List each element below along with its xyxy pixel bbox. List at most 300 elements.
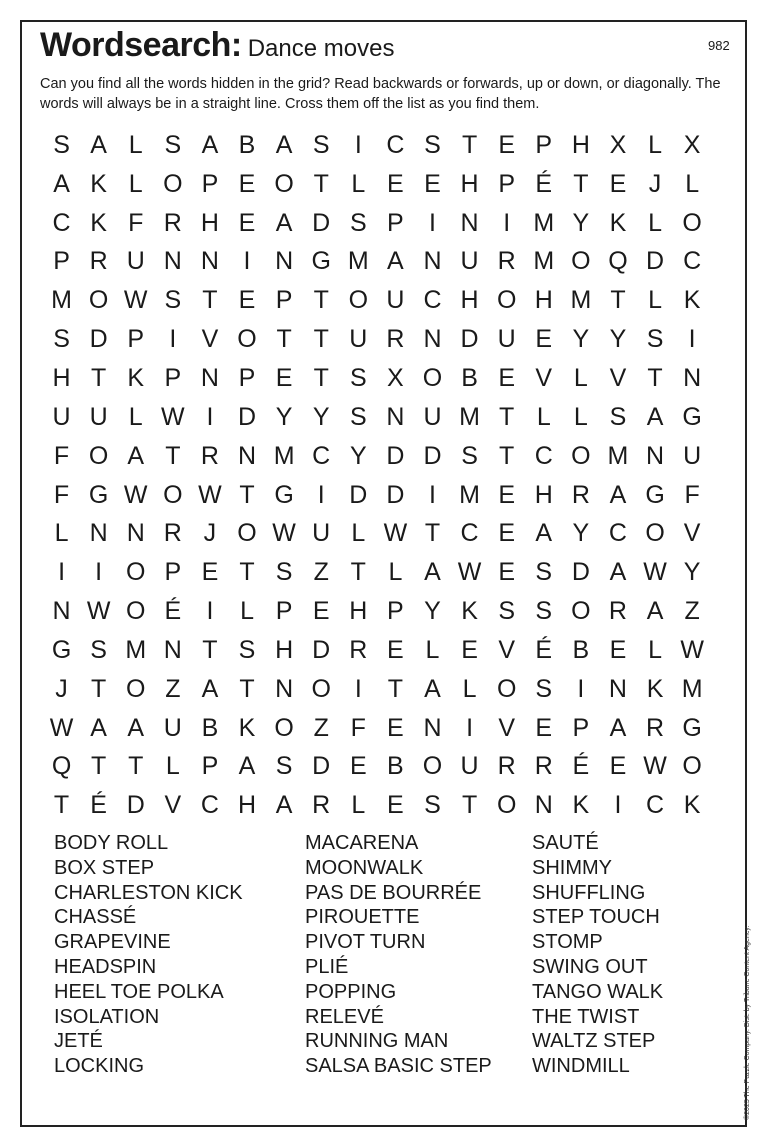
grid-cell[interactable]: R xyxy=(646,713,665,742)
word-list-item[interactable]: MACARENA xyxy=(305,832,419,854)
grid-cell[interactable]: D xyxy=(237,402,257,431)
grid-cell[interactable]: G xyxy=(645,480,665,509)
grid-cell[interactable]: M xyxy=(533,208,555,237)
grid-cell[interactable]: I xyxy=(577,674,585,703)
grid-cell[interactable]: R xyxy=(608,597,627,626)
grid-cell[interactable]: P xyxy=(535,130,553,159)
grid-cell[interactable]: V xyxy=(498,713,516,742)
grid-cell[interactable]: L xyxy=(128,169,143,198)
grid-cell[interactable]: Z xyxy=(165,674,181,703)
grid-cell[interactable]: D xyxy=(386,480,405,509)
grid-cell[interactable]: W xyxy=(643,558,667,587)
grid-cell[interactable]: S xyxy=(609,402,627,431)
grid-cell[interactable]: Y xyxy=(609,325,627,354)
grid-cell[interactable]: N xyxy=(275,674,294,703)
grid-cell[interactable]: L xyxy=(648,130,662,159)
grid-cell[interactable]: S xyxy=(275,752,293,781)
grid-cell[interactable]: T xyxy=(91,674,107,703)
grid-cell[interactable]: N xyxy=(423,247,442,276)
grid-cell[interactable]: S xyxy=(646,325,664,354)
grid-cell[interactable]: H xyxy=(200,208,219,237)
grid-cell[interactable]: E xyxy=(312,597,330,626)
grid-cell[interactable]: E xyxy=(498,519,516,548)
grid-cell[interactable]: U xyxy=(386,286,405,315)
grid-cell[interactable]: R xyxy=(89,247,108,276)
grid-cell[interactable]: R xyxy=(312,791,331,820)
grid-cell[interactable]: I xyxy=(95,558,103,587)
grid-cell[interactable]: D xyxy=(89,325,108,354)
grid-cell[interactable]: D xyxy=(571,558,590,587)
grid-cell[interactable]: O xyxy=(682,208,702,237)
word-list-item[interactable]: JETÉ xyxy=(54,1030,103,1053)
grid-cell[interactable]: L xyxy=(351,791,366,820)
grid-cell[interactable]: H xyxy=(460,169,479,198)
grid-cell[interactable]: A xyxy=(535,519,553,548)
grid-cell[interactable]: E xyxy=(275,363,293,392)
grid-cell[interactable]: N xyxy=(163,247,182,276)
grid-cell[interactable]: E xyxy=(498,363,516,392)
grid-cell[interactable]: O xyxy=(422,363,443,392)
grid-cell[interactable]: O xyxy=(163,480,183,509)
grid-cell[interactable]: O xyxy=(571,247,591,276)
word-list-item[interactable]: POPPING xyxy=(305,980,397,1003)
grid-cell[interactable]: L xyxy=(128,130,143,159)
grid-cell[interactable]: S xyxy=(164,130,182,159)
grid-cell[interactable]: E xyxy=(424,169,441,198)
grid-cell[interactable]: N xyxy=(163,635,182,664)
word-list-item[interactable]: SAUTÉ xyxy=(532,832,599,854)
grid-cell[interactable]: D xyxy=(312,208,331,237)
grid-cell[interactable]: C xyxy=(52,208,71,237)
grid-cell[interactable]: K xyxy=(127,363,145,392)
grid-cell[interactable]: E xyxy=(498,480,516,509)
grid-cell[interactable]: T xyxy=(610,286,626,315)
grid-cell[interactable]: I xyxy=(503,208,511,237)
grid-cell[interactable]: N xyxy=(460,208,479,237)
grid-cell[interactable]: B xyxy=(572,635,590,664)
word-list-item[interactable]: THE TWIST xyxy=(532,1005,640,1028)
grid-cell[interactable]: I xyxy=(466,713,474,742)
word-list-item[interactable]: CHASSÉ xyxy=(54,906,137,929)
grid-cell[interactable]: N xyxy=(52,597,71,626)
grid-cell[interactable]: A xyxy=(387,247,404,276)
grid-cell[interactable]: W xyxy=(643,752,667,781)
grid-cell[interactable]: I xyxy=(317,480,325,509)
grid-cell[interactable]: Z xyxy=(313,558,329,587)
grid-cell[interactable]: H xyxy=(460,286,479,315)
grid-cell[interactable]: W xyxy=(123,480,148,509)
word-list-item[interactable]: ISOLATION xyxy=(54,1005,160,1028)
grid-cell[interactable]: O xyxy=(496,286,517,315)
grid-cell[interactable]: G xyxy=(682,713,702,742)
word-list-item[interactable]: PAS DE BOURRÉE xyxy=(305,881,482,904)
grid-cell[interactable]: C xyxy=(423,286,442,315)
grid-cell[interactable]: K xyxy=(572,791,590,820)
grid-cell[interactable]: N xyxy=(423,713,442,742)
grid-cell[interactable]: S xyxy=(349,208,367,237)
grid-cell[interactable]: L xyxy=(648,208,662,237)
grid-cell[interactable]: Y xyxy=(349,441,367,470)
grid-cell[interactable]: J xyxy=(55,674,68,703)
grid-cell[interactable]: A xyxy=(646,402,664,431)
grid-cell[interactable]: S xyxy=(275,558,293,587)
grid-cell[interactable]: E xyxy=(238,208,256,237)
grid-cell[interactable]: É xyxy=(535,635,553,664)
grid-cell[interactable]: W xyxy=(383,519,408,548)
grid-cell[interactable]: T xyxy=(387,674,404,703)
grid-cell[interactable]: U xyxy=(126,247,145,276)
grid-cell[interactable]: T xyxy=(313,363,329,392)
grid-cell[interactable]: F xyxy=(53,480,70,509)
grid-cell[interactable]: O xyxy=(496,674,517,703)
grid-cell[interactable]: E xyxy=(387,791,404,820)
grid-cell[interactable]: C xyxy=(683,247,702,276)
grid-cell[interactable]: H xyxy=(534,480,553,509)
grid-cell[interactable]: K xyxy=(238,713,256,742)
grid-cell[interactable]: E xyxy=(498,130,516,159)
grid-cell[interactable]: G xyxy=(51,635,72,664)
grid-cell[interactable]: R xyxy=(534,752,553,781)
grid-cell[interactable]: H xyxy=(52,363,71,392)
grid-cell[interactable]: S xyxy=(90,635,107,664)
word-list-item[interactable]: PLIÉ xyxy=(305,955,349,978)
grid-cell[interactable]: G xyxy=(274,480,294,509)
grid-cell[interactable]: Y xyxy=(312,402,330,431)
grid-cell[interactable]: T xyxy=(128,752,144,781)
grid-cell[interactable]: H xyxy=(275,635,294,664)
grid-cell[interactable]: M xyxy=(459,402,480,431)
grid-cell[interactable]: I xyxy=(354,130,362,159)
grid-cell[interactable]: T xyxy=(313,169,329,198)
grid-cell[interactable]: V xyxy=(201,325,219,354)
grid-cell[interactable]: A xyxy=(609,480,627,509)
grid-cell[interactable]: M xyxy=(125,635,147,664)
grid-cell[interactable]: L xyxy=(536,402,551,431)
grid-cell[interactable]: I xyxy=(206,597,214,626)
grid-cell[interactable]: L xyxy=(685,169,700,198)
grid-cell[interactable]: A xyxy=(127,441,145,470)
grid-cell[interactable]: T xyxy=(276,325,292,354)
grid-cell[interactable]: B xyxy=(238,130,256,159)
grid-cell[interactable]: P xyxy=(53,247,70,276)
grid-cell[interactable]: A xyxy=(127,713,145,742)
grid-cell[interactable]: X xyxy=(387,363,404,392)
grid-cell[interactable]: I xyxy=(429,208,436,237)
grid-cell[interactable]: J xyxy=(203,519,217,548)
grid-cell[interactable]: E xyxy=(349,752,367,781)
grid-cell[interactable]: T xyxy=(239,480,255,509)
word-list-item[interactable]: GRAPEVINE xyxy=(54,931,171,954)
grid-cell[interactable]: S xyxy=(461,441,478,470)
grid-cell[interactable]: E xyxy=(387,713,404,742)
grid-cell[interactable]: L xyxy=(240,597,254,626)
grid-cell[interactable]: T xyxy=(313,325,329,354)
grid-cell[interactable]: L xyxy=(128,402,143,431)
grid-cell[interactable]: A xyxy=(609,558,627,587)
grid-cell[interactable]: I xyxy=(58,558,66,587)
word-list-item[interactable]: MOONWALK xyxy=(305,856,424,879)
word-list-item[interactable]: HEADSPIN xyxy=(54,955,157,978)
grid-cell[interactable]: É xyxy=(535,169,553,198)
grid-cell[interactable]: I xyxy=(614,791,622,820)
word-list-item[interactable]: SWING OUT xyxy=(532,955,648,978)
grid-cell[interactable]: X xyxy=(609,130,627,159)
grid-cell[interactable]: D xyxy=(460,325,479,354)
grid-cell[interactable]: Y xyxy=(572,519,590,548)
grid-cell[interactable]: N xyxy=(200,363,219,392)
grid-cell[interactable]: P xyxy=(201,752,219,781)
letter-grid[interactable] xyxy=(43,126,711,825)
grid-cell[interactable]: A xyxy=(646,597,664,626)
grid-cell[interactable]: I xyxy=(354,674,362,703)
grid-cell[interactable]: V xyxy=(683,519,701,548)
grid-cell[interactable]: I xyxy=(688,325,696,354)
grid-cell[interactable]: A xyxy=(201,674,219,703)
word-list-item[interactable]: WINDMILL xyxy=(532,1055,630,1078)
grid-cell[interactable]: O xyxy=(274,169,294,198)
grid-cell[interactable]: M xyxy=(607,441,629,470)
grid-cell[interactable]: S xyxy=(349,363,367,392)
grid-cell[interactable]: N xyxy=(237,441,257,470)
grid-cell[interactable]: Q xyxy=(608,247,628,276)
grid-cell[interactable]: E xyxy=(387,635,404,664)
grid-cell[interactable]: E xyxy=(535,325,553,354)
grid-cell[interactable]: P xyxy=(275,597,293,626)
grid-cell[interactable]: N xyxy=(608,674,627,703)
grid-cell[interactable]: T xyxy=(202,286,218,315)
grid-cell[interactable]: A xyxy=(424,558,441,587)
grid-cell[interactable]: O xyxy=(274,713,294,742)
grid-cell[interactable]: F xyxy=(684,480,700,509)
grid-cell[interactable]: N xyxy=(275,247,294,276)
grid-cell[interactable]: H xyxy=(349,597,368,626)
grid-cell[interactable]: L xyxy=(648,635,662,664)
grid-cell[interactable]: P xyxy=(127,325,145,354)
grid-cell[interactable]: U xyxy=(52,402,71,431)
grid-cell[interactable]: L xyxy=(573,402,588,431)
grid-cell[interactable]: O xyxy=(237,325,257,354)
grid-cell[interactable]: T xyxy=(53,791,70,820)
grid-cell[interactable]: R xyxy=(200,441,219,470)
grid-cell[interactable]: B xyxy=(461,363,478,392)
grid-cell[interactable]: N xyxy=(646,441,665,470)
grid-cell[interactable]: P xyxy=(572,713,590,742)
word-list-item[interactable]: HEEL TOE POLKA xyxy=(54,980,224,1003)
grid-cell[interactable]: O xyxy=(645,519,665,548)
grid-cell[interactable]: O xyxy=(496,791,517,820)
word-list-item[interactable]: WALTZ STEP xyxy=(532,1030,656,1053)
grid-cell[interactable]: R xyxy=(571,480,590,509)
grid-cell[interactable]: S xyxy=(424,130,441,159)
word-list-item[interactable]: RELEVÉ xyxy=(305,1005,384,1028)
grid-cell[interactable]: X xyxy=(683,130,701,159)
word-list-item[interactable]: SALSA BASIC STEP xyxy=(305,1055,492,1078)
grid-cell[interactable]: K xyxy=(90,169,107,198)
grid-cell[interactable]: N xyxy=(126,519,145,548)
grid-cell[interactable]: D xyxy=(126,791,145,820)
grid-cell[interactable]: É xyxy=(90,791,107,820)
grid-cell[interactable]: U xyxy=(683,441,702,470)
grid-cell[interactable]: E xyxy=(461,635,478,664)
grid-cell[interactable]: M xyxy=(347,247,369,276)
word-list-item[interactable]: CHARLESTON KICK xyxy=(54,881,243,904)
grid-cell[interactable]: Z xyxy=(313,713,329,742)
grid-cell[interactable]: N xyxy=(200,247,219,276)
grid-cell[interactable]: Y xyxy=(683,558,701,587)
grid-cell[interactable]: N xyxy=(386,402,405,431)
grid-cell[interactable]: U xyxy=(460,752,479,781)
grid-cell[interactable]: O xyxy=(571,597,591,626)
grid-cell[interactable]: U xyxy=(423,402,442,431)
grid-cell[interactable]: U xyxy=(163,713,182,742)
grid-cell[interactable]: N xyxy=(534,791,553,820)
grid-cell[interactable]: W xyxy=(86,597,111,626)
grid-cell[interactable]: T xyxy=(91,363,107,392)
grid-cell[interactable]: D xyxy=(312,635,331,664)
grid-cell[interactable]: E xyxy=(609,635,627,664)
word-list-item[interactable]: PIROUETTE xyxy=(305,906,420,929)
grid-cell[interactable]: U xyxy=(312,519,331,548)
grid-cell[interactable]: H xyxy=(237,791,257,820)
grid-cell[interactable]: T xyxy=(313,286,329,315)
grid-cell[interactable]: K xyxy=(683,791,701,820)
grid-cell[interactable]: A xyxy=(424,674,441,703)
grid-cell[interactable]: P xyxy=(387,208,404,237)
grid-cell[interactable]: K xyxy=(683,286,701,315)
grid-cell[interactable]: D xyxy=(646,247,665,276)
grid-cell[interactable]: T xyxy=(424,519,441,548)
grid-cell[interactable]: O xyxy=(682,752,702,781)
grid-cell[interactable]: O xyxy=(163,169,183,198)
grid-cell[interactable]: U xyxy=(89,402,108,431)
grid-cell[interactable]: A xyxy=(275,130,293,159)
grid-cell[interactable]: V xyxy=(609,363,627,392)
grid-cell[interactable]: R xyxy=(163,208,182,237)
grid-cell[interactable]: Y xyxy=(424,597,441,626)
grid-cell[interactable]: W xyxy=(680,635,704,664)
grid-cell[interactable]: W xyxy=(49,713,74,742)
grid-cell[interactable]: D xyxy=(312,752,331,781)
grid-cell[interactable]: S xyxy=(498,597,516,626)
grid-cell[interactable]: K xyxy=(461,597,478,626)
grid-cell[interactable]: O xyxy=(348,286,369,315)
grid-cell[interactable]: M xyxy=(273,441,295,470)
grid-cell[interactable]: P xyxy=(164,363,182,392)
grid-cell[interactable]: E xyxy=(535,713,553,742)
grid-cell[interactable]: M xyxy=(459,480,480,509)
grid-cell[interactable]: P xyxy=(387,597,404,626)
grid-cell[interactable]: V xyxy=(535,363,553,392)
grid-cell[interactable]: R xyxy=(163,519,182,548)
word-list-item[interactable]: SHIMMY xyxy=(532,856,612,879)
grid-cell[interactable]: E xyxy=(609,169,627,198)
grid-cell[interactable]: S xyxy=(238,635,256,664)
grid-cell[interactable]: V xyxy=(164,791,182,820)
grid-cell[interactable]: P xyxy=(498,169,516,198)
grid-cell[interactable]: I xyxy=(429,480,436,509)
grid-cell[interactable]: N xyxy=(683,363,702,392)
grid-cell[interactable]: C xyxy=(460,519,479,548)
grid-cell[interactable]: S xyxy=(535,558,553,587)
grid-cell[interactable]: W xyxy=(161,402,185,431)
grid-cell[interactable]: L xyxy=(351,519,366,548)
word-list-item[interactable]: BOX STEP xyxy=(54,856,155,879)
grid-cell[interactable]: T xyxy=(165,441,181,470)
grid-cell[interactable]: W xyxy=(198,480,222,509)
grid-cell[interactable]: L xyxy=(425,635,440,664)
grid-cell[interactable]: M xyxy=(570,286,592,315)
grid-cell[interactable]: G xyxy=(311,247,331,276)
grid-cell[interactable]: U xyxy=(349,325,368,354)
grid-cell[interactable]: É xyxy=(164,597,182,626)
grid-cell[interactable]: P xyxy=(164,558,182,587)
grid-cell[interactable]: I xyxy=(206,402,214,431)
grid-cell[interactable]: T xyxy=(461,791,478,820)
grid-cell[interactable]: O xyxy=(88,441,109,470)
grid-cell[interactable]: R xyxy=(386,325,405,354)
grid-cell[interactable]: O xyxy=(126,674,146,703)
grid-cell[interactable]: A xyxy=(90,130,107,159)
word-list-item[interactable]: STEP TOUCH xyxy=(532,906,660,929)
word-list-item[interactable]: BODY ROLL xyxy=(54,832,169,854)
grid-cell[interactable]: S xyxy=(349,402,367,431)
grid-cell[interactable]: R xyxy=(497,752,516,781)
word-list-item[interactable]: STOMP xyxy=(532,931,603,954)
grid-cell[interactable]: O xyxy=(571,441,591,470)
word-list-item[interactable]: SHUFFLING xyxy=(532,881,646,904)
grid-cell[interactable]: A xyxy=(238,752,256,781)
grid-cell[interactable]: T xyxy=(461,130,478,159)
grid-cell[interactable]: W xyxy=(123,286,148,315)
grid-cell[interactable]: R xyxy=(349,635,368,664)
grid-cell[interactable]: C xyxy=(608,519,627,548)
grid-cell[interactable]: C xyxy=(386,130,405,159)
grid-cell[interactable]: V xyxy=(498,635,516,664)
grid-cell[interactable]: S xyxy=(312,130,330,159)
grid-cell[interactable]: Y xyxy=(275,402,293,431)
grid-cell[interactable]: E xyxy=(238,286,256,315)
word-list-item[interactable]: RUNNING MAN xyxy=(305,1030,449,1053)
grid-cell[interactable]: K xyxy=(646,674,664,703)
grid-cell[interactable]: W xyxy=(457,558,482,587)
grid-cell[interactable]: S xyxy=(53,130,70,159)
grid-cell[interactable]: Z xyxy=(684,597,700,626)
grid-cell[interactable]: T xyxy=(239,674,255,703)
grid-cell[interactable]: I xyxy=(243,247,251,276)
grid-cell[interactable]: C xyxy=(646,791,665,820)
grid-cell[interactable]: P xyxy=(275,286,293,315)
grid-cell[interactable]: P xyxy=(201,169,219,198)
grid-cell[interactable]: T xyxy=(239,558,255,587)
grid-cell[interactable]: L xyxy=(54,519,69,548)
grid-cell[interactable]: A xyxy=(275,791,293,820)
grid-cell[interactable]: N xyxy=(89,519,108,548)
grid-cell[interactable]: S xyxy=(424,791,441,820)
grid-cell[interactable]: L xyxy=(165,752,180,781)
grid-cell[interactable]: Y xyxy=(572,208,590,237)
grid-cell[interactable]: Q xyxy=(51,752,72,781)
grid-cell[interactable]: E xyxy=(498,558,516,587)
grid-cell[interactable]: T xyxy=(350,558,366,587)
grid-cell[interactable]: C xyxy=(200,791,219,820)
grid-cell[interactable]: L xyxy=(648,286,662,315)
grid-cell[interactable]: A xyxy=(90,713,107,742)
grid-cell[interactable]: O xyxy=(237,519,257,548)
grid-cell[interactable]: L xyxy=(462,674,477,703)
grid-cell[interactable]: H xyxy=(534,286,553,315)
grid-cell[interactable]: T xyxy=(91,752,107,781)
grid-cell[interactable]: S xyxy=(535,597,553,626)
